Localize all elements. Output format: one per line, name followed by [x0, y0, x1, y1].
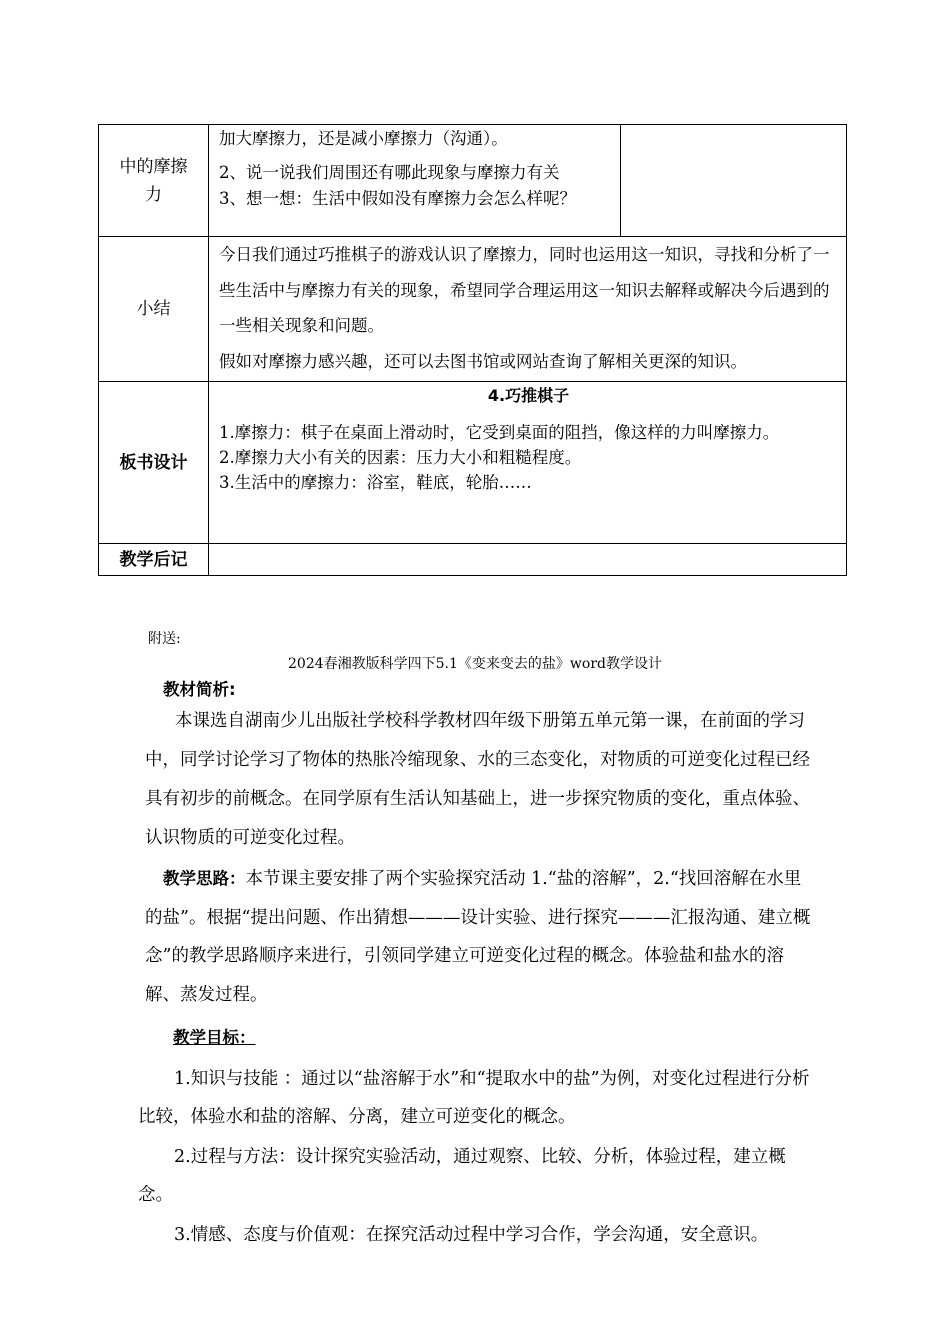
summary-paragraph: 今日我们通过巧推棋子的游戏认识了摩擦力，同时也运用这一知识，寻找和分析了一些生活中与摩擦力有关的现象，希望同学合理运用这一知识去解释或解决今后遇到的一些相关现象和问题。: [219, 245, 830, 335]
row-label-teaching-notes: 教学后记: [99, 544, 209, 576]
goal-paragraph: 1.知识与技能 ：通过以“盐溶解于水”和“提取水中的盐”为例，对变化过程进行分析比较，体验水和盐的溶解、分离，建立可逆变化的概念。: [138, 1069, 810, 1127]
summary-paragraph: 假如对摩擦力感兴趣，还可以去图书馆或网站查询了解相关更深的知识。: [219, 351, 747, 371]
approach-text: 本节课主要安排了两个实验探究活动 1.“盐的溶解”，2.“找回溶解在水里的盐”。根据“提出问题、作出猜想———设计实验、进行探究———汇报沟通、建立概念”的教学思路顺序来进行，引领同学建立可逆变化过程的概念。体验盐和盐水的溶解、蒸发过程。: [145, 869, 811, 1005]
table-row-teaching-notes: [99, 544, 847, 576]
board-line: 2.摩擦力大小有关的因素：压力大小和粗糙程度。: [219, 448, 582, 467]
table-row-board-design: [99, 382, 847, 544]
content-line: 加大摩擦力，还是减小摩擦力（沟通）。: [219, 129, 508, 148]
section-heading-approach: 教学思路：: [163, 869, 246, 888]
board-line: 3.生活中的摩擦力：浴室，鞋底，轮胎……: [219, 473, 532, 492]
content-line: 3、想一想：生活中假如没有摩擦力会怎么样呢？: [219, 189, 576, 208]
row-content-board-design: [209, 382, 847, 544]
document-subtitle: 2024春湘教版科学四下5.1《变来变去的盐》word教学设计: [288, 656, 662, 672]
row-label-friction-in-life: 中的摩擦力: [99, 125, 209, 237]
goal-paragraph: 3.情感、态度与价值观：在探究活动过程中学习合作，学会沟通，安全意识。: [174, 1225, 769, 1245]
section-heading-goals: 教学目标：: [173, 1028, 256, 1047]
appendix-body: [138, 678, 818, 1254]
board-line: 1.摩擦力：棋子在桌面上滑动时，它受到桌面的阻挡，像这样的力叫摩擦力。: [219, 423, 780, 442]
row-content-teaching-notes: [209, 544, 847, 576]
content-line: 2、说一说我们周围还有哪此现象与摩擦力有关: [219, 163, 560, 182]
row-content-summary: [209, 237, 847, 382]
row-content-friction-in-life: [209, 125, 621, 237]
goal-paragraph: 2.过程与方法：设计探究实验活动，通过观察、比较、分析，体验过程，建立概念。: [138, 1147, 786, 1205]
table-row-summary: [99, 237, 847, 382]
section-heading-material: 教材简析:: [163, 680, 236, 699]
empty-note-cell: [621, 125, 847, 237]
row-label-board-design: 板书设计: [99, 382, 209, 544]
lesson-plan-table: [98, 124, 847, 576]
table-row-friction-in-life: [99, 125, 847, 237]
row-label-summary: 小结: [99, 237, 209, 382]
material-paragraph: 本课选自湖南少儿出版社学校科学教材四年级下册第五单元第一课，在前面的学习中，同学讨论学习了物体的热胀冷缩现象、水的三态变化，对物质的可逆变化过程已经具有初步的前概念。在同学原有生活认知基础上，进一步探究物质的变化，重点体验、认识物质的可逆变化过程。: [145, 711, 810, 848]
board-heading: 4.巧推棋子: [487, 386, 570, 405]
approach-paragraph: [145, 860, 818, 1014]
attach-label: 附送:: [148, 631, 181, 647]
